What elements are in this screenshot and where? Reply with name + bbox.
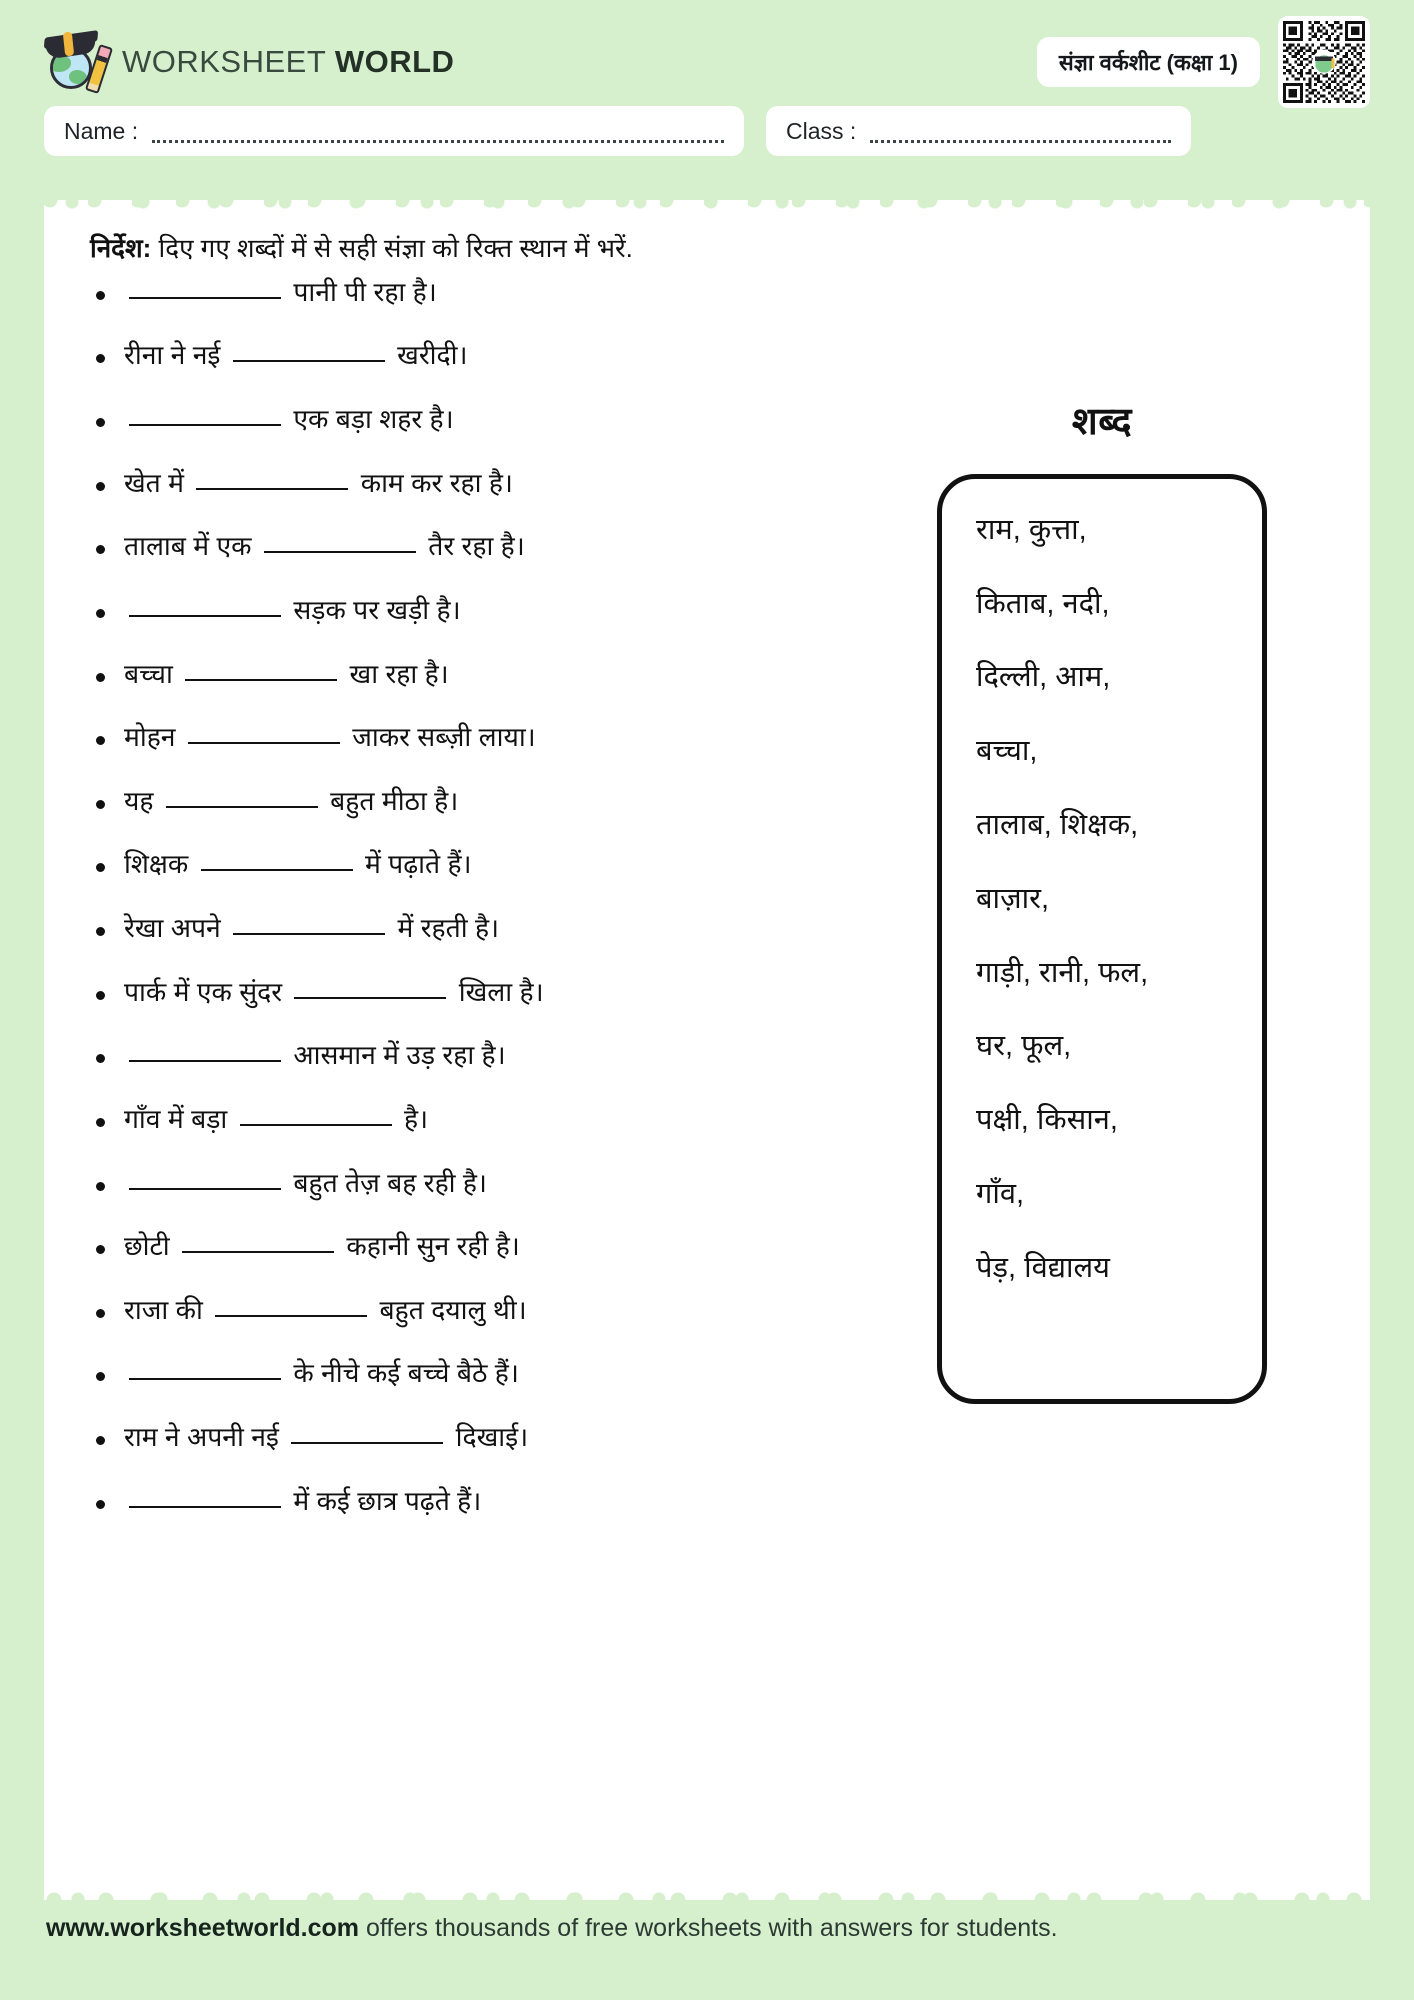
question-text-before: रेखा अपने (124, 913, 229, 944)
answer-blank[interactable] (233, 933, 385, 935)
footer-site[interactable]: www.worksheetworld.com (46, 1914, 360, 1942)
question-text-before: राम ने अपनी नई (124, 1422, 287, 1453)
answer-blank[interactable] (188, 742, 340, 744)
question-item (124, 1421, 834, 1454)
instruction-line (90, 232, 1370, 266)
word-bank-line: दिल्ली, आम, (976, 661, 1111, 694)
question-item (124, 1485, 834, 1518)
answer-blank[interactable] (129, 1060, 281, 1062)
question-item (124, 1294, 834, 1327)
answer-blank[interactable] (129, 1188, 281, 1190)
graduation-cap-globe-pencil-icon (44, 31, 106, 93)
question-text-after: सड़क पर खड़ी है। (286, 594, 461, 625)
question-item (124, 1167, 834, 1200)
worksheet-content (44, 200, 1370, 1900)
page-header (0, 0, 1414, 175)
answer-blank[interactable] (182, 1251, 334, 1253)
question-item (124, 1103, 834, 1136)
answer-blank[interactable] (185, 679, 337, 681)
question-text-before: बच्चा (124, 658, 181, 689)
qr-code-svg (1283, 21, 1365, 103)
answer-blank[interactable] (233, 360, 385, 362)
word-bank-line: बच्चा, (976, 735, 1038, 768)
question-item (124, 594, 834, 627)
question-text-before: राजा की (124, 1294, 211, 1325)
question-text-after: खरीदी। (389, 340, 468, 371)
question-text-after: कहानी सुन रही है। (339, 1231, 520, 1262)
question-text-after: बहुत तेज़ बह रही है। (286, 1167, 487, 1198)
question-text-after: के नीचे कई बच्चे बैठे हैं। (286, 1358, 519, 1389)
page-footer (0, 1900, 1414, 2000)
questions-list (44, 276, 834, 1518)
question-text-before: रीना ने नई (124, 340, 228, 371)
answer-blank[interactable] (129, 615, 281, 617)
brand-row (0, 0, 1414, 96)
instruction-lead: निर्देश: (90, 233, 152, 263)
question-text-before: खेत में (124, 467, 192, 498)
name-field[interactable] (44, 106, 744, 156)
question-item (124, 721, 834, 754)
question-text-before: गाँव में बड़ा (124, 1103, 235, 1134)
word-bank-line: गाड़ी, रानी, फल, (976, 956, 1149, 989)
answer-blank[interactable] (166, 806, 318, 808)
question-item (124, 1039, 834, 1072)
question-text-after: खिला है। (451, 976, 544, 1007)
worksheet-title-badge: संज्ञा वर्कशीट (कक्षा 1) (1037, 37, 1260, 87)
answer-blank[interactable] (294, 997, 446, 999)
question-text-before: यह (124, 785, 161, 816)
word-bank-line: किताब, नदी, (976, 587, 1110, 620)
question-item (124, 1230, 834, 1263)
question-text-after: में कई छात्र पढ़ते हैं। (286, 1485, 482, 1516)
question-text-before: शिक्षक (124, 849, 196, 880)
footer-text (46, 1914, 1058, 1943)
question-text-after: एक बड़ा शहर है। (286, 404, 454, 435)
question-text-after: जाकर सब्ज़ी लाया। (344, 722, 536, 753)
question-item (124, 658, 834, 691)
answer-blank[interactable] (129, 1378, 281, 1380)
question-text-after: आसमान में उड़ रहा है। (286, 1040, 506, 1071)
question-text-after: में रहती है। (390, 913, 500, 944)
question-item (124, 785, 834, 818)
question-item (124, 976, 834, 1009)
word-bank-line: तालाब, शिक्षक, (976, 808, 1139, 841)
worksheet-sheet (44, 200, 1370, 1900)
question-item (124, 1357, 834, 1390)
question-text-after: खा रहा है। (342, 658, 449, 689)
answer-blank[interactable] (201, 869, 353, 871)
brand-lockup (44, 31, 454, 93)
answer-blank[interactable] (215, 1315, 367, 1317)
answer-blank[interactable] (264, 551, 416, 553)
brand-title-first: WORKSHEET (122, 44, 326, 79)
question-text-after: बहुत दयालु थी। (372, 1294, 527, 1325)
question-item (124, 403, 834, 436)
word-bank-line: राम, कुत्ता, (976, 513, 1087, 546)
answer-blank[interactable] (240, 1124, 392, 1126)
questions-column (44, 276, 834, 1549)
word-bank-box (937, 474, 1267, 1404)
question-text-before: मोहन (124, 722, 183, 753)
instruction-text: दिए गए शब्दों में से सही संज्ञा को रिक्त स्थान में भरें. (151, 233, 633, 263)
question-text-before: छोटी (124, 1231, 178, 1262)
qr-code-icon[interactable] (1278, 16, 1370, 108)
word-bank-line: गाँव, (976, 1177, 1025, 1210)
class-field[interactable] (766, 106, 1191, 156)
word-bank-line: पेड़, विद्यालय (976, 1251, 1110, 1284)
answer-blank[interactable] (291, 1442, 443, 1444)
brand-title (122, 44, 454, 80)
word-bank-line: पक्षी, किसान, (976, 1104, 1118, 1137)
answer-blank[interactable] (129, 297, 281, 299)
brand-title-second: WORLD (334, 44, 455, 79)
word-bank-line: घर, फूल, (976, 1030, 1072, 1063)
student-fields-row (0, 96, 1414, 156)
question-item (124, 276, 834, 309)
question-item (124, 467, 834, 500)
question-item (124, 530, 834, 563)
question-item (124, 848, 834, 881)
question-text-after: में पढ़ाते हैं। (357, 849, 472, 880)
question-text-after: पानी पी रहा है। (286, 276, 437, 307)
name-label: Name : (64, 117, 139, 144)
answer-blank[interactable] (129, 1506, 281, 1508)
answer-blank[interactable] (129, 424, 281, 426)
question-item (124, 912, 834, 945)
question-text-after: है। (396, 1103, 429, 1134)
footer-rest: offers thousands of free worksheets with answers for students. (359, 1914, 1058, 1942)
question-text-after: तैर रहा है। (420, 531, 525, 562)
word-bank-line: बाज़ार, (976, 882, 1050, 915)
word-bank-title: शब्द (1071, 400, 1133, 443)
question-text-after: काम कर रहा है। (353, 467, 513, 498)
question-item (124, 339, 834, 372)
question-text-before: तालाब में एक (124, 531, 259, 562)
answer-blank[interactable] (196, 488, 348, 490)
question-text-after: दिखाई। (448, 1422, 529, 1453)
word-bank-column (834, 276, 1370, 1549)
name-input[interactable] (152, 119, 724, 143)
question-text-after: बहुत मीठा है। (322, 785, 459, 816)
worksheet-columns (44, 276, 1370, 1549)
class-input[interactable] (870, 119, 1171, 143)
question-text-before: पार्क में एक सुंदर (124, 976, 290, 1007)
class-label: Class : (786, 117, 857, 144)
